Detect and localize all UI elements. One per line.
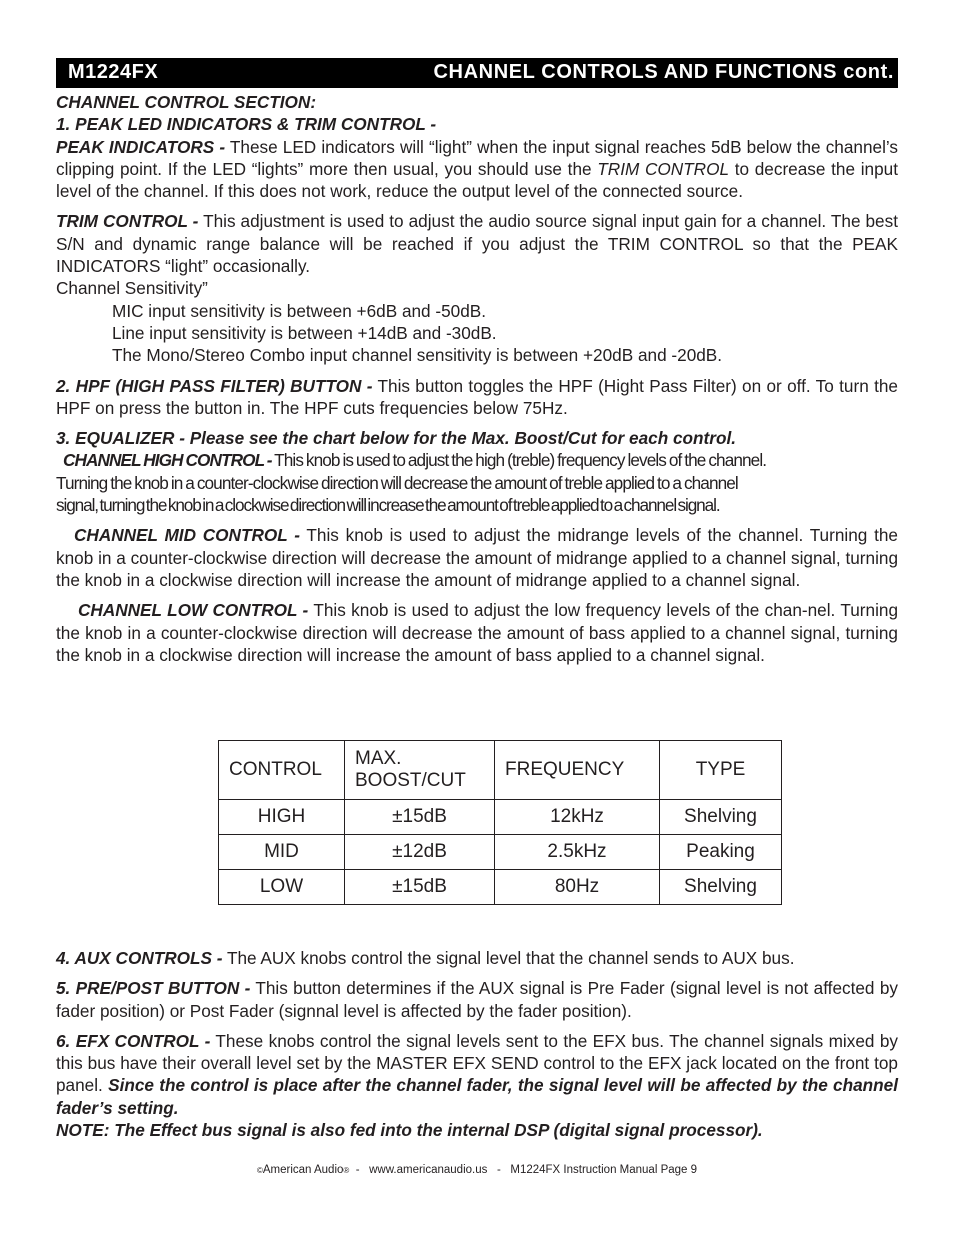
low-control-paragraph (56, 599, 898, 666)
hpf-paragraph (56, 375, 898, 420)
efx-label: 6. EFX CONTROL - (56, 1030, 211, 1051)
footer-text: - www.americanaudio.us - M1224FX Instruction Manual Page 9 (349, 1164, 698, 1176)
peak-indicators-paragraph (56, 136, 898, 203)
sensitivity-label: Channel Sensitivity” (56, 278, 208, 299)
page-title: CHANNEL CONTROLS AND FUNCTIONS cont. (433, 61, 894, 83)
hpf-text: This button toggles the HPF (Hight Pass Filter) on or off. To turn the HPF on press the button in. The HPF cuts frequencies below 75Hz. (56, 375, 898, 418)
item1-heading: 1. PEAK LED INDICATORS & TRIM CONTROL - (56, 114, 437, 135)
cell-control: MID (219, 835, 345, 870)
header-max: MAX. (355, 748, 402, 769)
mid-control-paragraph (56, 524, 898, 591)
header-control: CONTROL (219, 741, 345, 800)
efx-text: These knobs control the signal levels sent to the EFX bus. The channel signals mixed by this bus have their overall level set by the MASTER EFX SEND control to the EFX jack located on the front top panel. (56, 1030, 898, 1096)
cell-boost-cut: ±15dB (345, 800, 495, 835)
cell-control: LOW (219, 870, 345, 905)
lower-content (56, 947, 898, 1141)
cell-type: Shelving (660, 870, 782, 905)
page-footer (0, 1164, 954, 1176)
peak-text-a: These LED indicators will “light” when the input signal reaches 5dB below the channel’s clipping point. If the LED “lights” more then usual, you should use the (56, 136, 898, 179)
cell-frequency: 2.5kHz (495, 835, 660, 870)
pre-post-label: 5. PRE/POST BUTTON - (56, 978, 251, 999)
sensitivity-line: The Mono/Stereo Combo input channel sensitivity is between +20dB and -20dB. (112, 345, 723, 366)
cell-type: Shelving (660, 800, 782, 835)
cell-type: Peaking (660, 835, 782, 870)
table-header-row (219, 741, 782, 800)
aux-label: 4. AUX CONTROLS - (56, 948, 223, 968)
equalizer-heading: 3. EQUALIZER - Please see the chart below for the Max. Boost/Cut for each control. (56, 428, 736, 449)
cell-control: HIGH (219, 800, 345, 835)
header-boost-cut: BOOST/CUT (355, 770, 466, 791)
cell-boost-cut: ±15dB (345, 870, 495, 905)
pre-post-text: This button determines if the AUX signal is Pre Fader (signal level is not affected by fader position) or Post Fader (signnal level is affected by the fader position). (56, 978, 898, 1021)
low-label: CHANNEL LOW CONTROL - (78, 600, 309, 621)
model-name: M1224FX (68, 61, 159, 83)
trim-label: TRIM CONTROL - (56, 211, 199, 232)
high-control-line: signal, turning the knob in a clockwise direction will increase the amount of treble applied to a channel signal. (56, 495, 720, 516)
peak-text-em: TRIM CONTROL (597, 158, 730, 179)
efx-emphasis: Since the control is place after the channel fader, the signal level will be affected by the channel fader’s setting. (56, 1075, 898, 1118)
copyright-symbol: © (256, 1166, 263, 1175)
mid-label: CHANNEL MID CONTROL - (74, 525, 300, 546)
trim-control-paragraph (56, 210, 898, 277)
cell-frequency: 80Hz (495, 870, 660, 905)
efx-control-paragraph (56, 1030, 898, 1119)
cell-frequency: 12kHz (495, 800, 660, 835)
eq-table (218, 740, 782, 905)
main-content (56, 91, 898, 666)
cell-boost-cut: ±12dB (345, 835, 495, 870)
table-row (219, 870, 782, 905)
table-row (219, 835, 782, 870)
high-control-line (56, 449, 898, 471)
header-max-boost-cut (345, 741, 495, 800)
section-title: CHANNEL CONTROL SECTION: (56, 92, 317, 112)
hpf-label: 2. HPF (HIGH PASS FILTER) BUTTON - (56, 375, 373, 396)
sensitivity-line: MIC input sensitivity is between +6dB and -50dB. (112, 300, 487, 321)
aux-controls-paragraph (56, 947, 898, 969)
peak-label: PEAK INDICATORS - (56, 136, 226, 157)
low-text: This knob is used to adjust the low frequency levels of the chan-nel. Turning the knob in a counter-clockwise direction will decrease the amount of bass applied to a channel signal, turning the knob in a clockwise direction will increase the amount of bass applied to a channel signal. (56, 600, 899, 665)
footer-brand: American Audio (262, 1164, 344, 1176)
sensitivity-line: Line input sensitivity is between +14dB and -30dB. (112, 322, 497, 343)
aux-text: The AUX knobs control the signal level that the channel sends to AUX bus. (222, 948, 795, 968)
registered-symbol: ® (343, 1166, 350, 1175)
high-text-1: This knob is used to adjust the high (treble) frequency levels of the channel. (271, 450, 767, 471)
header-frequency: FREQUENCY (495, 741, 660, 800)
mid-text: This knob is used to adjust the midrange levels of the channel. Turning the knob in a counter-clockwise direction will decrease the amount of midrange applied to a channel signal, turning the knob in a clockwise direction will increase the amount of midrange applied to a channel signal. (56, 525, 898, 590)
peak-text-b: to decrease the input level of the channel. If this does not work, reduce the output level of the connected source. (56, 158, 899, 202)
high-control-line: Turning the knob in a counter-clockwise direction will decrease the amount of treble applied to a channel (56, 472, 738, 493)
header-type: TYPE (660, 741, 782, 800)
header-bar (56, 58, 898, 88)
high-label: CHANNEL HIGH CONTROL - (63, 450, 272, 471)
trim-text: This adjustment is used to adjust the audio source signal input gain for a channel. The best S/N and dynamic range balance will be reached if you adjust the TRIM CONTROL so that the PEAK INDICATORS “light” occasionally. (56, 211, 898, 277)
efx-note: NOTE: The Effect bus signal is also fed into the internal DSP (digital signal processor). (56, 1120, 763, 1141)
pre-post-paragraph (56, 977, 898, 1022)
table-row (219, 800, 782, 835)
